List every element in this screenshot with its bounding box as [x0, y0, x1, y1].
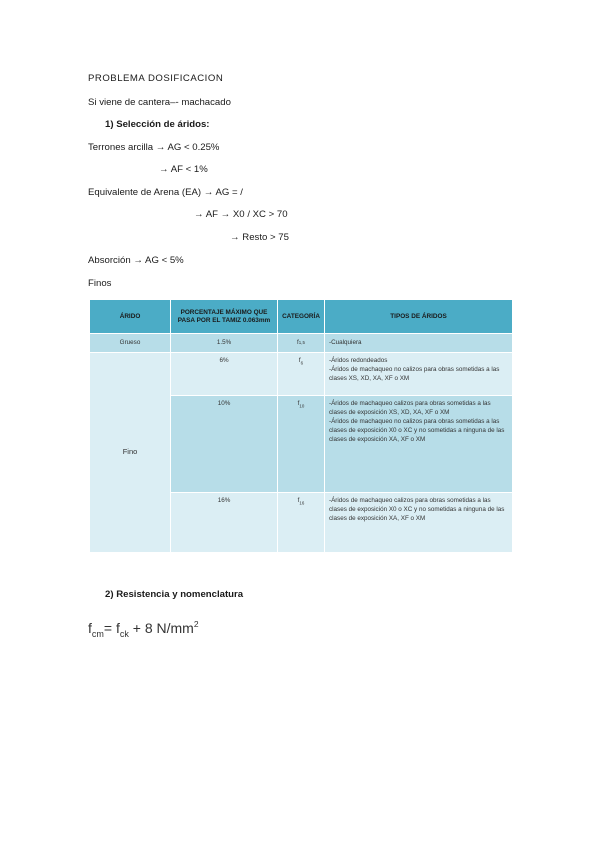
fino-arido: Fino [90, 353, 170, 552]
section-1-heading: 1) Selección de áridos: [105, 119, 210, 130]
section-2-heading: 2) Resistencia y nomenclatura [105, 589, 244, 600]
header-tipos: TIPOS DE ÁRIDOS [325, 300, 512, 333]
absorcion-line: Absorción → AG < 5% [88, 255, 184, 266]
fino-6-cat: $f_6$ [278, 353, 324, 395]
tipo-line: -Áridos de machaqueo no calizos para obras sometidas a las clases de exposición X0 o XC y no sometidas a ninguna de las clases de exposición XA, XF o XM [329, 417, 505, 443]
header-categoria: CATEGORÍA [278, 300, 324, 333]
equivalente-line: Equivalente de Arena (EA) → AG = / [88, 187, 243, 198]
fino-10-cat: $f_{10}$ [278, 396, 324, 492]
tipo-line: -Áridos redondeados [329, 357, 388, 364]
tipo-line: -Áridos de machaqueo calizos para obras sometidas a las clases de exposición X0 o XC y no sometidas a ninguna de las clases de exposición XA, XF o XM [329, 497, 505, 522]
fino-10-tipos [325, 396, 512, 492]
formula-fcm: $f_{cm}= f_{ck} + 8$ $N/mm^2$ [88, 619, 199, 639]
fino-16-tipos [325, 493, 512, 552]
tipo-line: -Áridos de machaqueo calizos para obras sometidas a las clases de exposición XS, XD, XA, XF o XM [329, 400, 491, 416]
fino-16-pct: 16% [171, 493, 277, 552]
grueso-pct: 1.5% [171, 334, 277, 352]
fino-6-pct: 6% [171, 353, 277, 395]
fino-6-tipos [325, 353, 512, 395]
doc-title: PROBLEMA DOSIFICACION [88, 73, 224, 84]
terrones-line: Terrones arcilla → AG < 0.25% [88, 142, 220, 153]
grueso-arido: Grueso [90, 334, 170, 352]
af-limit-line: → AF < 1% [159, 164, 208, 175]
grueso-tipos: -Cualquiera [325, 334, 512, 352]
source-line: Si viene de cantera–- machacado [88, 97, 231, 108]
finos-label: Finos [88, 278, 112, 289]
header-porcentaje: PORCENTAJE MÁXIMO QUE PASA POR EL TAMIZ 0.063mm [171, 300, 277, 333]
aridos-table [90, 300, 512, 552]
grueso-cat: f 1,5 [278, 334, 324, 352]
af-ea-line: → AF → X0 / XC > 70 [194, 209, 288, 220]
tipo-line: -Áridos de machaqueo no calizos para obras sometidas a las clases XS, XD, XA, XF o XM [329, 365, 500, 382]
fino-10-pct: 10% [171, 396, 277, 492]
header-arido: ÁRIDO [90, 300, 170, 333]
resto-line: → Resto > 75 [230, 232, 289, 243]
fino-16-cat: $f_{16}$ [278, 493, 324, 552]
